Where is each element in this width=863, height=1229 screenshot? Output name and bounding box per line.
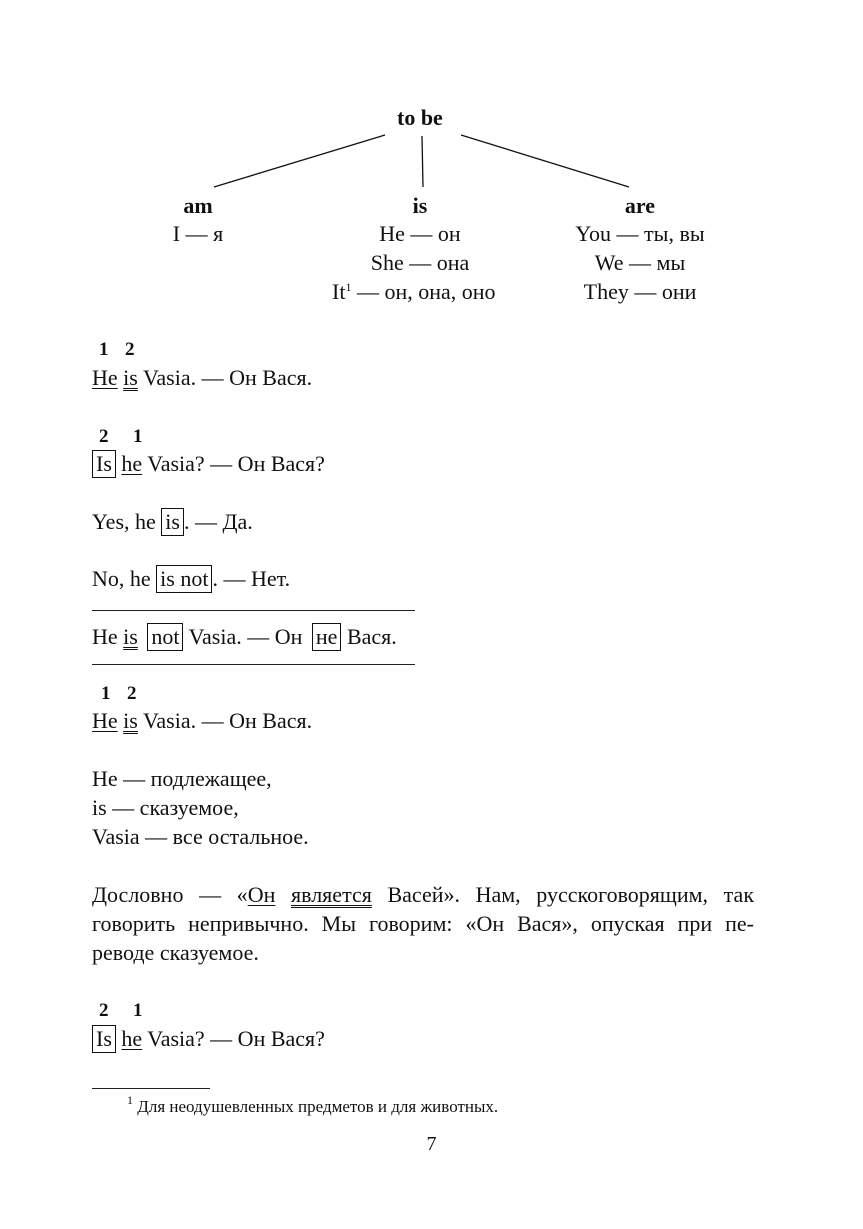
- pronoun-he: He — он: [379, 221, 461, 246]
- subject-word: He: [92, 708, 118, 733]
- boxed-verb: Is: [92, 1025, 116, 1053]
- sentence-middle: Vasia. — Он: [188, 624, 303, 649]
- boxed-verb-negation: is not: [156, 565, 212, 593]
- ex7-num-2: 2: [99, 1000, 109, 1021]
- para-text-rest: Васей». Нам, русскоговорящим, так говорить непривычно. Мы говорим: «Он Вася», опуская при пе-реводе сказуемое.: [92, 882, 755, 965]
- footnote: [127, 1093, 499, 1116]
- verb-are: are: [624, 193, 656, 218]
- explanation-paragraph: [92, 880, 754, 967]
- subject-word: He: [92, 624, 118, 649]
- example-sentence-2: [92, 710, 312, 732]
- role-predicate: is — сказуемое,: [92, 795, 239, 820]
- pronoun-we: We — мы: [594, 250, 686, 275]
- verb-am: am: [183, 193, 213, 218]
- ex6-num-1: 1: [101, 683, 111, 704]
- boxed-verb: is: [161, 508, 184, 536]
- sentence-rest: Vasia. — Он Вася.: [142, 365, 313, 390]
- answer-suffix: . — Да.: [183, 509, 253, 534]
- diagram-line-am: [214, 135, 385, 187]
- subject-word: he: [121, 451, 143, 476]
- ex6-num-2: 2: [127, 683, 137, 704]
- divider-top: [92, 610, 415, 611]
- answer-prefix: Yes, he: [92, 509, 156, 534]
- para-text-start: Дословно — «: [92, 882, 248, 907]
- predicate-word: is: [123, 624, 138, 649]
- pronoun-she: She — она: [370, 250, 470, 275]
- footnote-number: 1: [127, 1093, 133, 1107]
- pronoun-i: I — я: [172, 221, 224, 246]
- ex2-num-2: 2: [99, 426, 109, 447]
- sentence-rest: Vasia? — Он Вася?: [147, 1026, 325, 1051]
- answer-prefix: No, he: [92, 566, 151, 591]
- example-negation: [92, 623, 397, 651]
- example-sentence-1: [92, 367, 312, 389]
- footnote-rule: [92, 1088, 210, 1089]
- example-question-1: [92, 450, 325, 478]
- pronoun-it: It$^1$ — он, она, оно: [332, 279, 496, 304]
- diagram-lines: [0, 0, 863, 200]
- diagram-root: to be: [397, 105, 443, 130]
- boxed-verb: Is: [92, 450, 116, 478]
- footnote-mark: 1: [345, 280, 352, 294]
- role-rest: Vasia — все остальное.: [92, 824, 309, 849]
- answer-suffix: . — Нет.: [212, 566, 291, 591]
- divider-bottom: [92, 664, 415, 665]
- boxed-not: not: [147, 623, 183, 651]
- sentence-rest: Vasia. — Он Вася.: [142, 708, 313, 733]
- predicate-word: is: [123, 708, 138, 733]
- subject-word: He: [92, 365, 118, 390]
- example-yes-answer: [92, 508, 253, 536]
- sentence-end: Вася.: [346, 624, 397, 649]
- pronoun-they: They — они: [583, 279, 697, 304]
- ex1-num-1: 1: [99, 339, 109, 360]
- subject-word: he: [121, 1026, 143, 1051]
- para-subject-underlined: Он: [247, 882, 276, 907]
- page-number: 7: [426, 1133, 437, 1155]
- sentence-rest: Vasia? — Он Вася?: [147, 451, 325, 476]
- para-predicate-underlined: является: [290, 882, 372, 907]
- pronoun-you: You — ты, вы: [575, 221, 705, 246]
- verb-is: is: [412, 193, 428, 218]
- predicate-word: is: [123, 365, 138, 390]
- footnote-text: Для неодушевленных предметов и для животных.: [137, 1097, 499, 1116]
- ex7-num-1: 1: [133, 1000, 143, 1021]
- example-no-answer: [92, 565, 290, 593]
- ex1-num-2: 2: [125, 339, 135, 360]
- boxed-ne: не: [312, 623, 342, 651]
- example-question-2: [92, 1025, 325, 1053]
- role-subject: He — подлежащее,: [92, 766, 272, 791]
- ex2-num-1: 1: [133, 426, 143, 447]
- diagram-line-is: [422, 136, 423, 187]
- diagram-line-are: [461, 135, 629, 187]
